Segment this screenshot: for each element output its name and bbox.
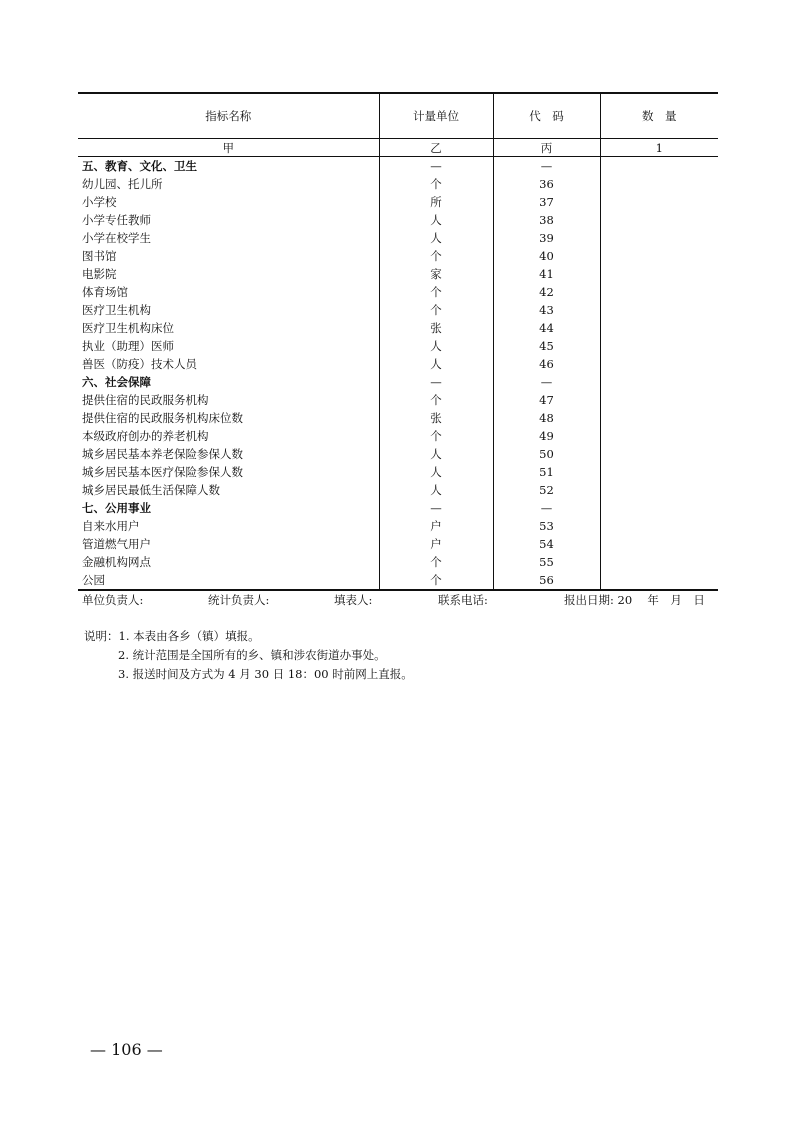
quantity-cell (600, 193, 718, 211)
table-row (78, 265, 718, 283)
table-row (78, 571, 718, 590)
code-cell: — (493, 499, 600, 517)
table-row (78, 319, 718, 337)
note-line: 3. 报送时间及方式为 4 月 30 日 18：00 时前网上直报。 (118, 667, 413, 681)
quantity-cell (600, 283, 718, 301)
indicator-name-cell: 电影院 (82, 267, 117, 281)
quantity-cell (600, 427, 718, 445)
code-cell: 54 (493, 535, 600, 553)
unit-cell: 人 (379, 463, 493, 481)
code-cell: 48 (493, 409, 600, 427)
page-number: — 106 — (90, 1040, 163, 1059)
code-cell: 55 (493, 553, 600, 571)
quantity-cell (600, 355, 718, 373)
unit-cell: 人 (379, 337, 493, 355)
quantity-cell (600, 211, 718, 229)
note-line: 2. 统计范围是全国所有的乡、镇和涉农街道办事处。 (118, 648, 386, 662)
header-quantity: 数 量 (600, 93, 718, 139)
indicator-name-cell: 提供住宿的民政服务机构 (82, 393, 209, 407)
code-cell: 50 (493, 445, 600, 463)
code-cell: — (493, 373, 600, 391)
quantity-cell (600, 553, 718, 571)
unit-cell: 个 (379, 427, 493, 445)
header-code: 代 码 (493, 93, 600, 139)
indicator-name-cell: 医疗卫生机构 (82, 303, 151, 317)
indicator-name-cell: 医疗卫生机构床位 (82, 321, 174, 335)
table-row (78, 283, 718, 301)
code-cell: 56 (493, 571, 600, 590)
unit-cell: 个 (379, 571, 493, 590)
quantity-cell (600, 175, 718, 193)
indicator-name-cell: 管道燃气用户 (82, 537, 151, 551)
quantity-cell (600, 499, 718, 517)
stat-head-label: 统计负责人: (208, 593, 270, 607)
indicator-name-cell: 小学校 (82, 195, 117, 209)
unit-cell: — (379, 373, 493, 391)
table-row (78, 535, 718, 553)
table-row (78, 445, 718, 463)
quantity-cell (600, 319, 718, 337)
quantity-cell (600, 481, 718, 499)
quantity-cell (600, 337, 718, 355)
code-cell: 46 (493, 355, 600, 373)
code-cell: 45 (493, 337, 600, 355)
unit-cell: 个 (379, 247, 493, 265)
column-label-quantity: 1 (600, 139, 718, 157)
code-cell: — (493, 157, 600, 176)
table-row (78, 229, 718, 247)
code-cell: 47 (493, 391, 600, 409)
quantity-cell (600, 265, 718, 283)
table-row (78, 337, 718, 355)
unit-cell: — (379, 157, 493, 176)
unit-cell: 户 (379, 517, 493, 535)
signature-footer (78, 590, 718, 608)
indicator-name-cell: 城乡居民基本养老保险参保人数 (82, 447, 243, 461)
indicator-name-cell: 执业（助理）医师 (82, 339, 174, 353)
quantity-cell (600, 535, 718, 553)
table-header-row (78, 93, 718, 139)
unit-cell: 个 (379, 553, 493, 571)
quantity-cell (600, 463, 718, 481)
code-cell: 42 (493, 283, 600, 301)
table-row (78, 355, 718, 373)
indicator-name-cell: 五、教育、文化、卫生 (82, 159, 197, 173)
quantity-cell (600, 373, 718, 391)
indicator-name-cell: 幼儿园、托儿所 (82, 177, 163, 191)
unit-cell: 人 (379, 355, 493, 373)
table-body (78, 157, 718, 591)
code-cell: 40 (493, 247, 600, 265)
code-cell: 39 (493, 229, 600, 247)
quantity-cell (600, 229, 718, 247)
unit-head-label: 单位负责人: (82, 593, 144, 607)
header-unit: 计量单位 (379, 93, 493, 139)
table-row (78, 481, 718, 499)
quantity-cell (600, 301, 718, 319)
header-indicator-name: 指标名称 (78, 93, 379, 139)
table-row (78, 175, 718, 193)
indicator-name-cell: 城乡居民基本医疗保险参保人数 (82, 465, 243, 479)
quantity-cell (600, 157, 718, 176)
unit-cell: 人 (379, 211, 493, 229)
indicator-name-cell: 兽医（防疫）技术人员 (82, 357, 197, 371)
table-row (78, 247, 718, 265)
unit-cell: 人 (379, 481, 493, 499)
unit-cell: 人 (379, 229, 493, 247)
unit-cell: 个 (379, 175, 493, 193)
indicator-name-cell: 金融机构网点 (82, 555, 151, 569)
code-cell: 49 (493, 427, 600, 445)
unit-cell: 个 (379, 283, 493, 301)
indicator-name-cell: 小学专任教师 (82, 213, 151, 227)
indicator-name-cell: 公园 (78, 571, 379, 590)
code-cell: 38 (493, 211, 600, 229)
filler-label: 填表人: (334, 593, 373, 607)
section-row (78, 499, 718, 517)
table-row (78, 301, 718, 319)
table-row (78, 463, 718, 481)
indicator-name-cell: 小学在校学生 (82, 231, 151, 245)
unit-cell: 人 (379, 445, 493, 463)
unit-cell: 所 (379, 193, 493, 211)
unit-cell: 个 (379, 301, 493, 319)
report-date-label: 报出日期: 20 年 月 日 (564, 593, 705, 607)
table-row (78, 517, 718, 535)
quantity-cell (600, 445, 718, 463)
unit-cell: — (379, 499, 493, 517)
quantity-cell (600, 391, 718, 409)
indicator-name-cell: 提供住宿的民政服务机构床位数 (82, 411, 243, 425)
column-label-name: 甲 (78, 139, 379, 157)
unit-cell: 个 (379, 391, 493, 409)
code-cell: 37 (493, 193, 600, 211)
indicator-name-cell: 图书馆 (82, 249, 117, 263)
section-row (78, 373, 718, 391)
statistics-table (78, 92, 718, 591)
unit-cell: 张 (379, 319, 493, 337)
quantity-cell (600, 517, 718, 535)
note-line: 说明：1. 本表由各乡（镇）填报。 (84, 629, 260, 643)
section-row (78, 157, 718, 176)
notes-section (84, 627, 413, 684)
code-cell: 43 (493, 301, 600, 319)
quantity-cell (600, 409, 718, 427)
table-row (78, 211, 718, 229)
column-label-row (78, 139, 718, 157)
table-row (78, 391, 718, 409)
indicator-name-cell: 城乡居民最低生活保障人数 (82, 483, 220, 497)
code-cell: 53 (493, 517, 600, 535)
phone-label: 联系电话: (438, 593, 488, 607)
code-cell: 36 (493, 175, 600, 193)
unit-cell: 张 (379, 409, 493, 427)
indicator-name-cell: 六、社会保障 (82, 375, 151, 389)
column-label-code: 丙 (493, 139, 600, 157)
indicator-name-cell: 七、公用事业 (82, 501, 151, 515)
code-cell: 52 (493, 481, 600, 499)
unit-cell: 户 (379, 535, 493, 553)
indicator-name-cell: 自来水用户 (82, 519, 140, 533)
table-row (78, 193, 718, 211)
code-cell: 51 (493, 463, 600, 481)
code-cell: 44 (493, 319, 600, 337)
column-label-unit: 乙 (379, 139, 493, 157)
unit-cell: 家 (379, 265, 493, 283)
table-row (78, 409, 718, 427)
indicator-name-cell: 体育场馆 (82, 285, 128, 299)
table-row (78, 427, 718, 445)
quantity-cell (600, 571, 718, 590)
indicator-name-cell: 本级政府创办的养老机构 (82, 429, 209, 443)
code-cell: 41 (493, 265, 600, 283)
table-row (78, 553, 718, 571)
quantity-cell (600, 247, 718, 265)
